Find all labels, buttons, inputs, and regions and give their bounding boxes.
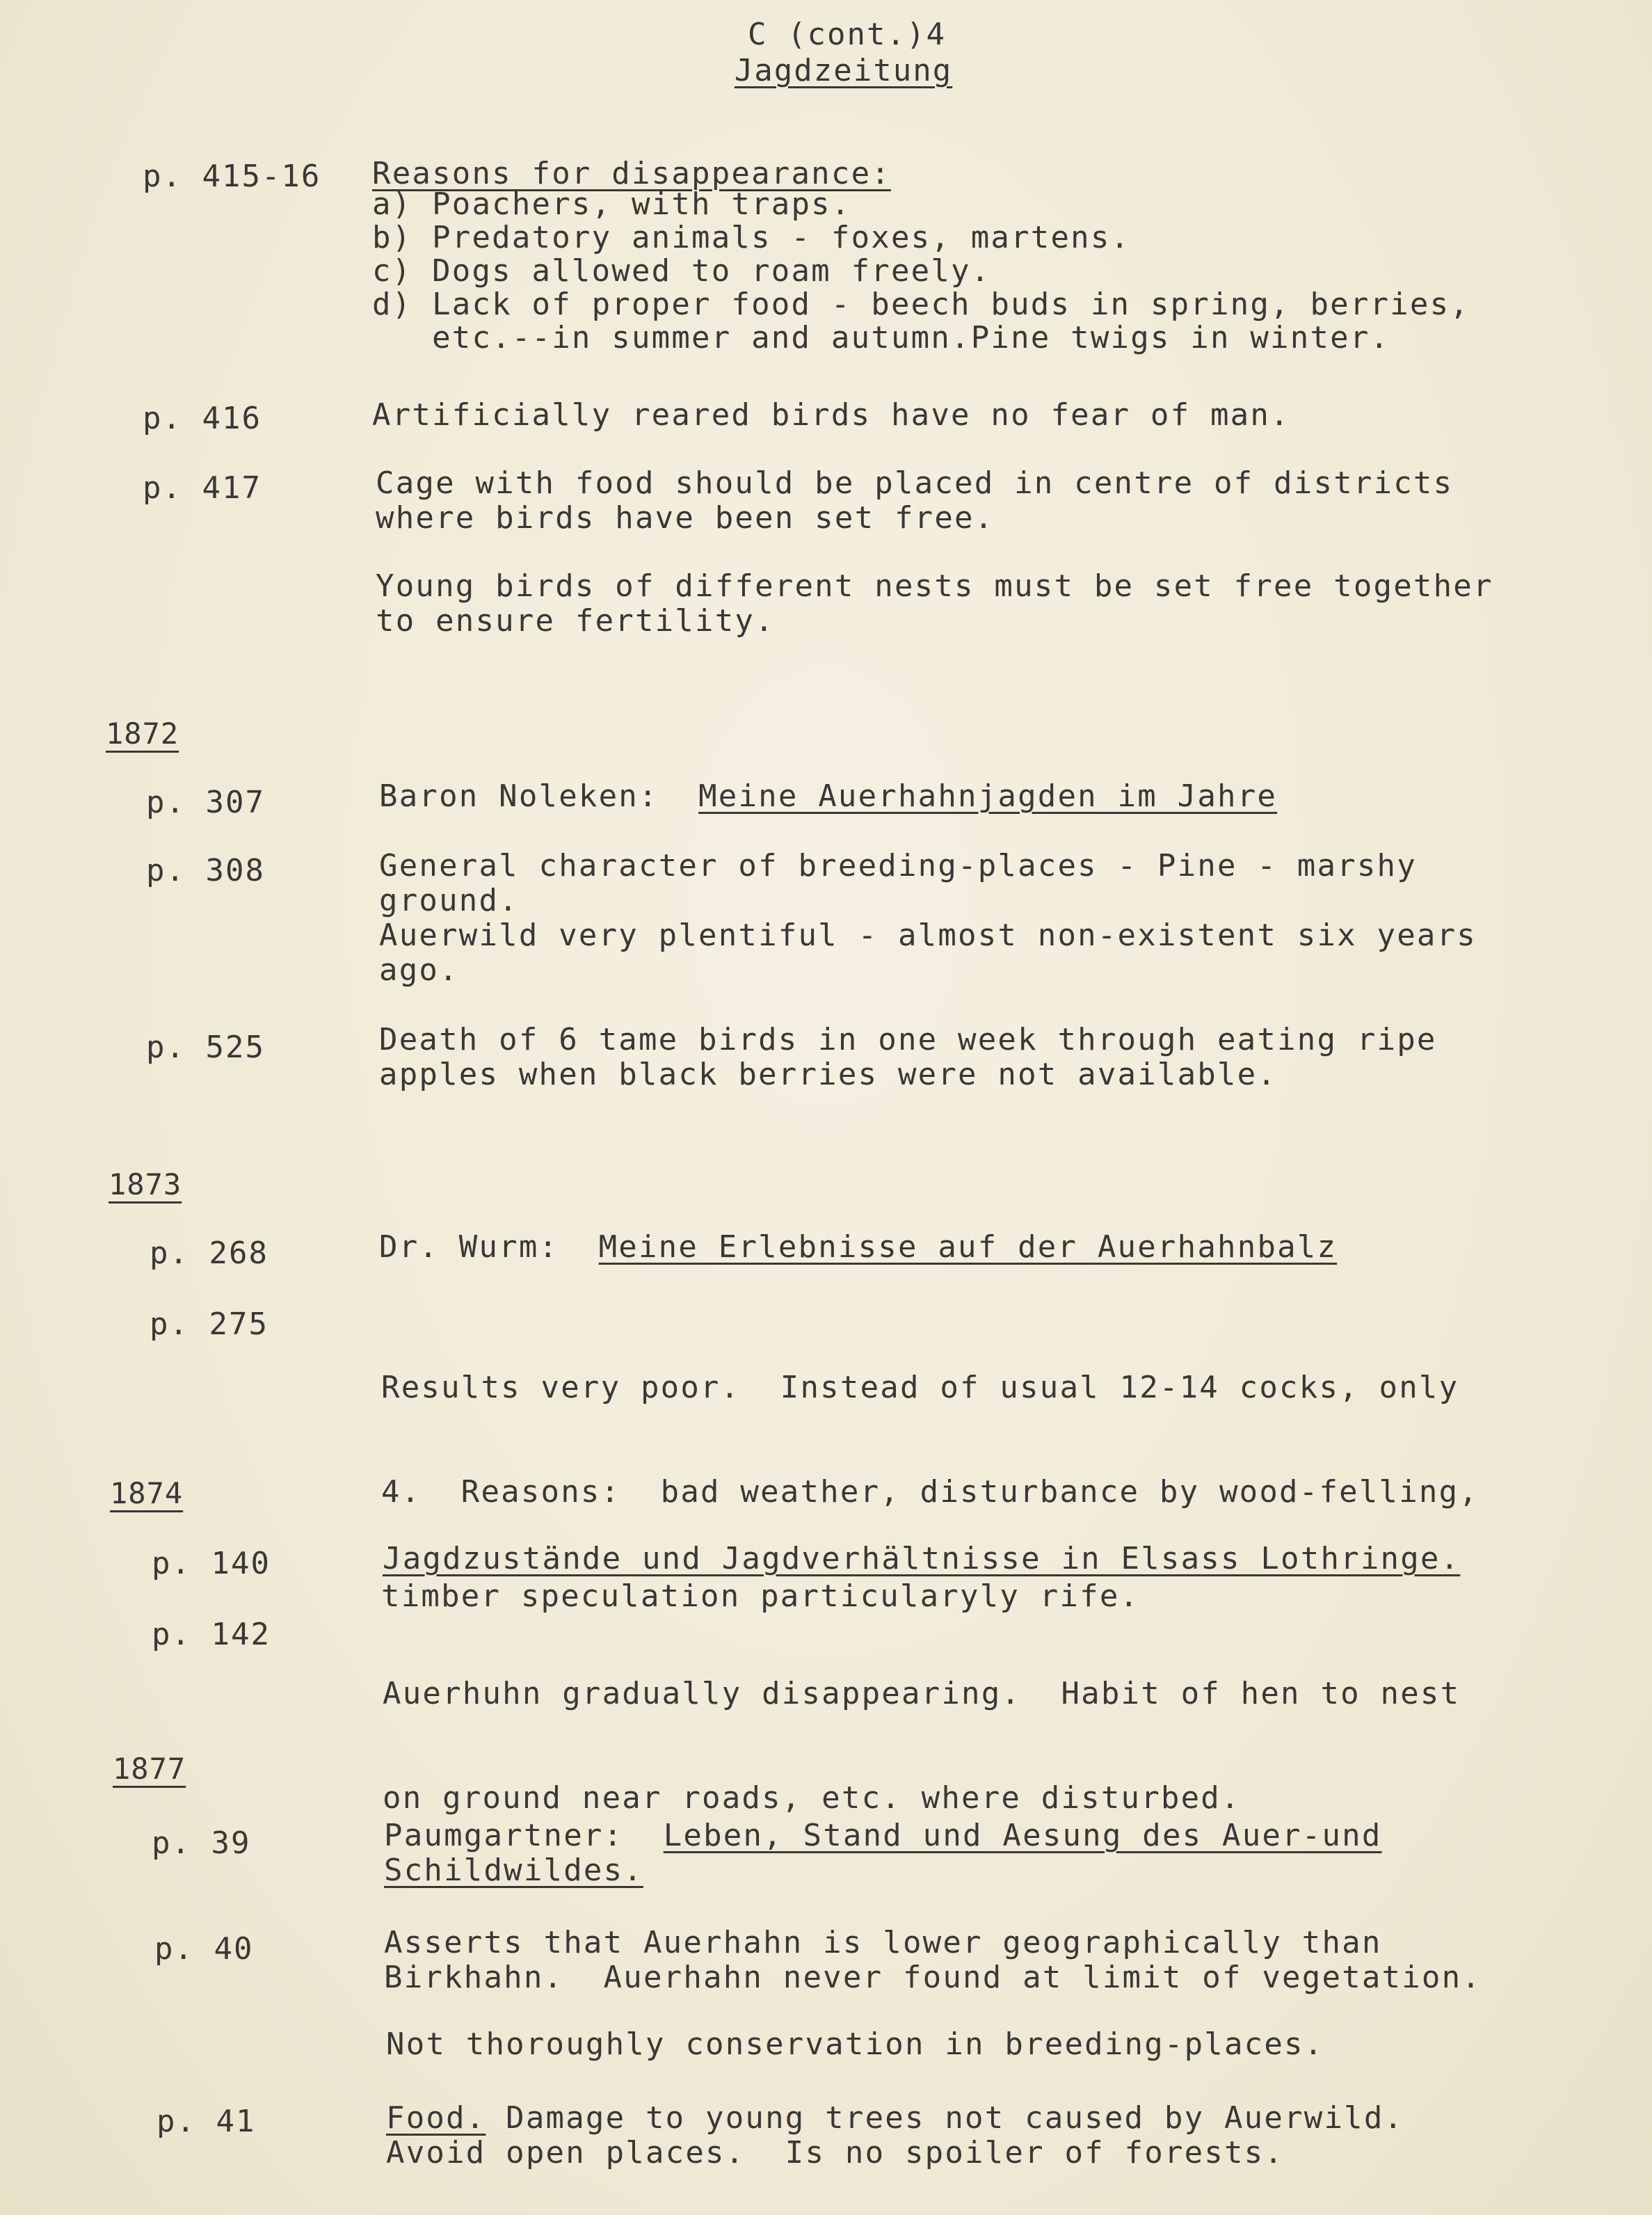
article-title: Jagdzustände und Jagdverhältnisse in Elsass Lothringe. bbox=[383, 1541, 1461, 1576]
article-title: Meine Auerhahnjagden im Jahre bbox=[698, 778, 1278, 814]
text-line: Damage to young trees not caused by Auerwild. bbox=[486, 2100, 1404, 2136]
page-ref: p. 416 bbox=[143, 401, 262, 436]
article-title: Leben, Stand und Aesung des Auer-und bbox=[663, 1818, 1382, 1853]
year-heading: 1877 bbox=[113, 1752, 186, 1786]
text-line: Young birds of different nests must be set free together bbox=[376, 568, 1493, 604]
text-line: Birkhahn. Auerhahn never found at limit of vegetation. bbox=[384, 1960, 1482, 1995]
text-line: Auerhuhn gradually disappearing. Habit of hen to nest bbox=[383, 1676, 1461, 1711]
page-ref: p. 525 bbox=[146, 1030, 265, 1065]
text-line: a) Poachers, with traps. bbox=[372, 186, 851, 222]
year-heading: 1874 bbox=[110, 1476, 184, 1510]
page-ref: p. 39 bbox=[152, 1825, 251, 1861]
text-line: timber speculation particularyly rife. bbox=[381, 1578, 1140, 1614]
entry-text bbox=[379, 849, 1477, 988]
page-ref: p. 268 bbox=[150, 1236, 268, 1271]
year-heading: 1873 bbox=[109, 1167, 182, 1201]
text-line: Cage with food should be placed in centre of districts bbox=[376, 465, 1454, 501]
entry-text bbox=[383, 1542, 1460, 1576]
page-ref: p. 417 bbox=[143, 470, 262, 506]
page-ref: p. 41 bbox=[157, 2104, 256, 2139]
text-line: General character of breeding-places - Pine - marshy bbox=[379, 848, 1417, 883]
text-line: Results very poor. Instead of usual 12-14 cocks, only bbox=[381, 1370, 1459, 1405]
entry-text bbox=[386, 2027, 1324, 2062]
text-line: ago. bbox=[379, 952, 459, 988]
journal-title-text: Jagdzeitung bbox=[734, 53, 953, 88]
page-ref: p. 40 bbox=[154, 1931, 254, 1967]
text-line: ground. bbox=[379, 883, 519, 918]
article-title: Meine Erlebnisse auf der Auerhahnbalz bbox=[598, 1229, 1338, 1265]
text-line: Asserts that Auerhahn is lower geographically than bbox=[384, 1925, 1382, 1960]
text-line: etc.--in summer and autumn.Pine twigs in winter. bbox=[372, 320, 1390, 355]
text-line: d) Lack of proper food - beech buds in spring, berries, bbox=[372, 287, 1470, 322]
text-line: Artificially reared birds have no fear of man. bbox=[372, 397, 1290, 433]
entry-text bbox=[384, 1818, 1382, 1888]
text-line: b) Predatory animals - foxes, martens. bbox=[372, 220, 1131, 255]
author: Paumgartner: bbox=[384, 1818, 624, 1853]
year-heading: 1872 bbox=[106, 717, 179, 751]
text-line: Death of 6 tame birds in one week through eating ripe bbox=[379, 1022, 1437, 1057]
author: Dr. Wurm: bbox=[379, 1229, 559, 1265]
entry-text bbox=[384, 1926, 1482, 1995]
entry-text bbox=[379, 1023, 1437, 1092]
text-line: apples when black berries were not available. bbox=[379, 1057, 1278, 1092]
food-lead: Food. bbox=[386, 2100, 486, 2136]
text-line: Not thoroughly conservation in breeding-places. bbox=[386, 2026, 1324, 2062]
text-line: Avoid open places. Is no spoiler of forests. bbox=[386, 2135, 1285, 2170]
author: Baron Noleken: bbox=[379, 778, 659, 814]
page-ref: p. 308 bbox=[146, 853, 265, 888]
text-line: c) Dogs allowed to roam freely. bbox=[372, 253, 991, 289]
entry-text bbox=[376, 466, 1453, 536]
page-number-header: C (cont.)4 bbox=[748, 17, 946, 52]
page-ref: p. 415-16 bbox=[143, 159, 321, 194]
text-line: Auerwild very plentiful - almost non-existent six years bbox=[379, 918, 1477, 953]
entry-text bbox=[379, 779, 1277, 814]
entry-text bbox=[376, 569, 1493, 639]
text-line: on ground near roads, etc. where disturbed. bbox=[383, 1780, 1241, 1816]
article-title-continued: Schildwildes. bbox=[384, 1853, 643, 1888]
text-line: 4. Reasons: bad weather, disturbance by wood-felling, bbox=[381, 1474, 1479, 1510]
entry-text bbox=[379, 1230, 1337, 1265]
entry-text bbox=[372, 398, 1290, 433]
text-line: to ensure fertility. bbox=[376, 603, 775, 639]
page-ref: p. 307 bbox=[146, 785, 265, 820]
entry-text bbox=[372, 157, 1470, 355]
page-ref: p. 142 bbox=[152, 1617, 271, 1652]
text-line: Reasons for disappearance: bbox=[372, 156, 891, 191]
text-line: where birds have been set free. bbox=[376, 500, 995, 536]
journal-title bbox=[0, 53, 1652, 88]
entry-text bbox=[386, 2101, 1404, 2170]
page-ref: p. 275 bbox=[150, 1306, 268, 1342]
page-ref: p. 140 bbox=[152, 1546, 271, 1581]
